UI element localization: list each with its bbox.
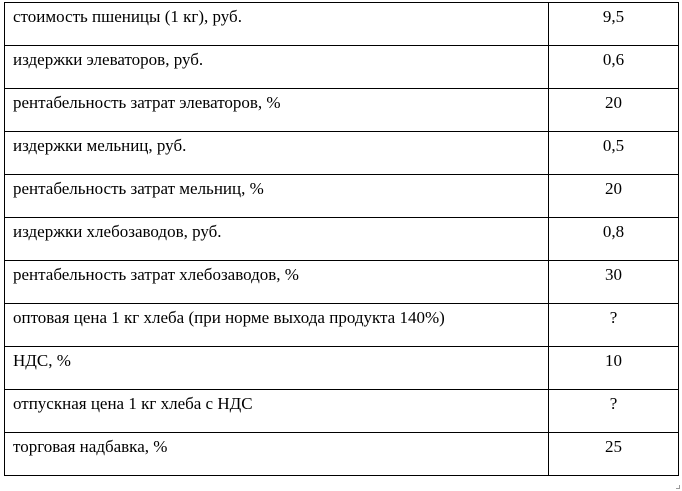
row-value: 10 — [549, 347, 679, 390]
row-label: оптовая цена 1 кг хлеба (при норме выхода продукта 140%) — [5, 304, 549, 347]
table-row — [5, 46, 679, 89]
document-page — [4, 2, 678, 486]
row-label: издержки хлебозаводов, руб. — [5, 218, 549, 261]
row-value: 30 — [549, 261, 679, 304]
row-value: 25 — [549, 433, 679, 476]
row-label: отпускная цена 1 кг хлеба с НДС — [5, 390, 549, 433]
table-row — [5, 261, 679, 304]
table-row — [5, 3, 679, 46]
price-calculation-table — [4, 2, 679, 476]
row-value: ? — [549, 390, 679, 433]
row-value: 20 — [549, 175, 679, 218]
row-label: стоимость пшеницы (1 кг), руб. — [5, 3, 549, 46]
row-value: 0,5 — [549, 132, 679, 175]
row-label: издержки мельниц, руб. — [5, 132, 549, 175]
row-value: 0,8 — [549, 218, 679, 261]
row-label: рентабельность затрат хлебозаводов, % — [5, 261, 549, 304]
row-label: рентабельность затрат элеваторов, % — [5, 89, 549, 132]
table-row — [5, 433, 679, 476]
table-row — [5, 347, 679, 390]
row-value: 9,5 — [549, 3, 679, 46]
table-row — [5, 218, 679, 261]
table-row — [5, 304, 679, 347]
row-label: НДС, % — [5, 347, 549, 390]
row-label: торговая надбавка, % — [5, 433, 549, 476]
table-row — [5, 175, 679, 218]
row-value: 0,6 — [549, 46, 679, 89]
row-label: рентабельность затрат мельниц, % — [5, 175, 549, 218]
row-label: издержки элеваторов, руб. — [5, 46, 549, 89]
table-row — [5, 132, 679, 175]
page-corner-mark — [676, 485, 680, 489]
table-row — [5, 390, 679, 433]
row-value: ? — [549, 304, 679, 347]
row-value: 20 — [549, 89, 679, 132]
table-row — [5, 89, 679, 132]
